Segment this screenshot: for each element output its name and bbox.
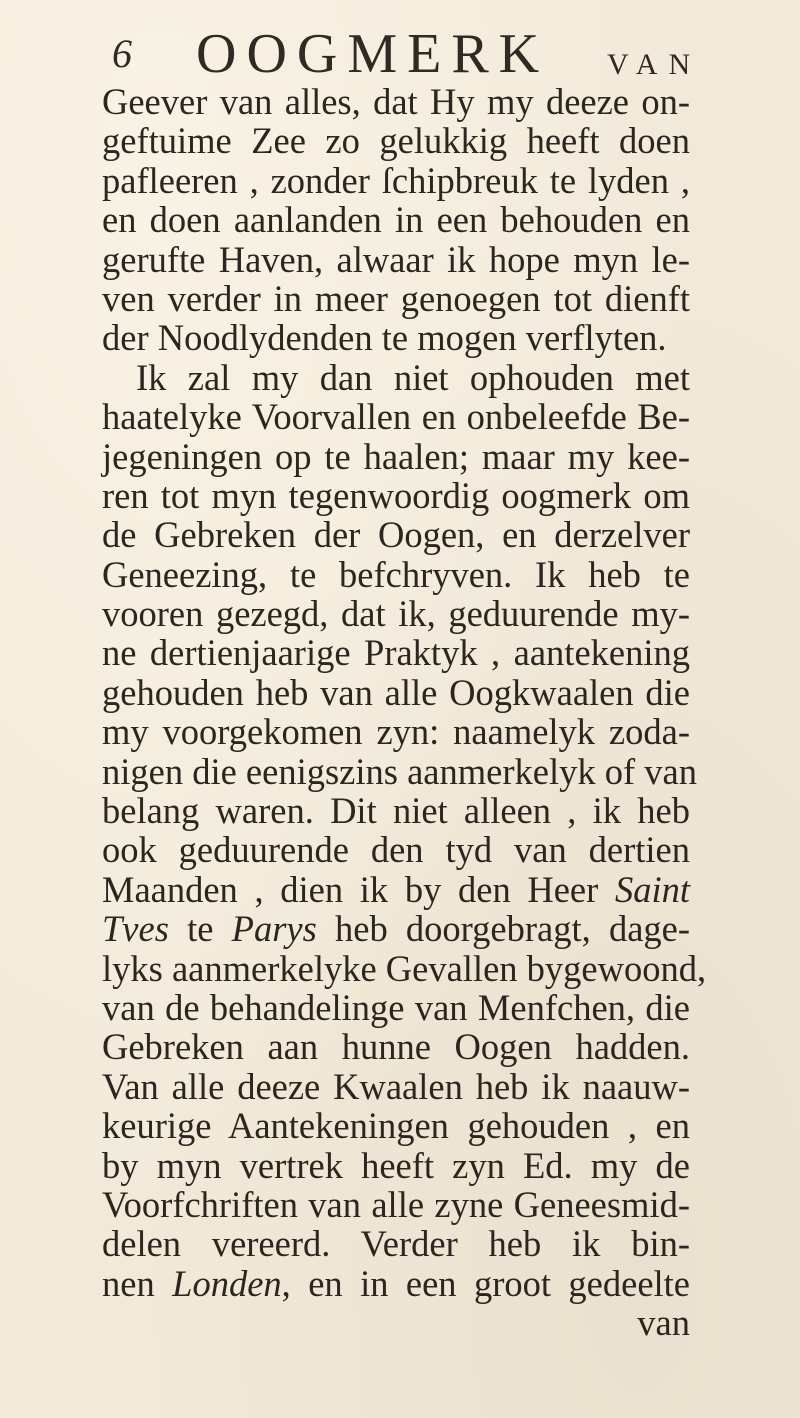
text-line: my voorgekomen zyn: naamelyk zoda- xyxy=(102,711,690,753)
text-line: nen Londen, en in een groot gedeelte xyxy=(102,1262,691,1304)
text-line: en doen aanlanden in een behouden en xyxy=(102,199,690,241)
catchword: van xyxy=(637,1302,690,1344)
text-line: de Gebreken der Oogen, en derzelver xyxy=(102,514,690,556)
italic-name: Saint xyxy=(614,868,691,910)
text-line: gehouden heb van alle Oogkwaalen die xyxy=(102,671,690,713)
text-line: Tves te Parys heb doorgebragt, dage- xyxy=(102,908,690,950)
text-line: by myn vertrek heeft zyn Ed. my de xyxy=(102,1144,690,1186)
text-line: Geever van alles, dat Hy my deeze on- xyxy=(102,81,690,122)
text-line: ven verder in meer genoegen tot dienft xyxy=(102,277,690,319)
text-line: der Noodlydenden te mogen verflyten. xyxy=(102,317,667,359)
text-line: nigen die eenigszins aanmerkelyk of van xyxy=(102,750,697,792)
text-line: delen vereerd. Verder heb ik bin- xyxy=(102,1223,690,1265)
text-line: Ik zal my dan niet ophouden met xyxy=(136,356,690,398)
text-line: van de behandelinge van Menfchen, die xyxy=(102,986,690,1028)
text-line: Gebreken aan hunne Oogen hadden. xyxy=(102,1026,690,1068)
text-line: ne dertienjaarige Praktyk , aantekening xyxy=(102,632,690,674)
text-line: gerufte Haven, alwaar ik hope myn le- xyxy=(102,238,690,280)
text-line: haatelyke Voorvallen en onbeleefde Be- xyxy=(102,396,690,438)
text-line: jegeningen op te haalen; maar my kee- xyxy=(102,435,690,477)
running-head-title-small: VAN xyxy=(607,48,702,81)
body-text xyxy=(102,81,707,1344)
text-line: belang waren. Dit niet alleen , ik heb xyxy=(102,790,690,832)
text-line: vooren gezegd, dat ik, geduurende my- xyxy=(102,593,690,635)
text-line: Van alle deeze Kwaalen heb ik naauw- xyxy=(102,1065,690,1107)
italic-place: Londen xyxy=(172,1262,282,1304)
text-line: ren tot myn tegenwoordig oogmerk om xyxy=(102,474,690,516)
running-head-title: OOGMERK xyxy=(196,23,550,85)
text-line: Geneezing, te befchryven. Ik heb te xyxy=(102,553,690,595)
running-head xyxy=(112,22,712,88)
text-line: lyks aanmerkelyke Gevallen bygewoond, xyxy=(102,947,707,989)
text-line: ook geduurende den tyd van dertien xyxy=(102,829,690,871)
italic-place: Parys xyxy=(231,908,317,950)
page-number: 6 xyxy=(112,31,132,76)
text-line: Maanden , dien ik by den Heer Saint xyxy=(102,868,691,910)
text-line: keurige Aantekeningen gehouden , en xyxy=(102,1105,690,1147)
text-line: geftuime Zee zo gelukkig heeft doen xyxy=(102,120,690,162)
italic-name: Tves xyxy=(102,908,169,950)
text-line: Voorfchriften van alle zyne Geneesmid- xyxy=(102,1183,690,1225)
text-line: pafleeren , zonder ſchipbreuk te lyden , xyxy=(102,159,690,201)
